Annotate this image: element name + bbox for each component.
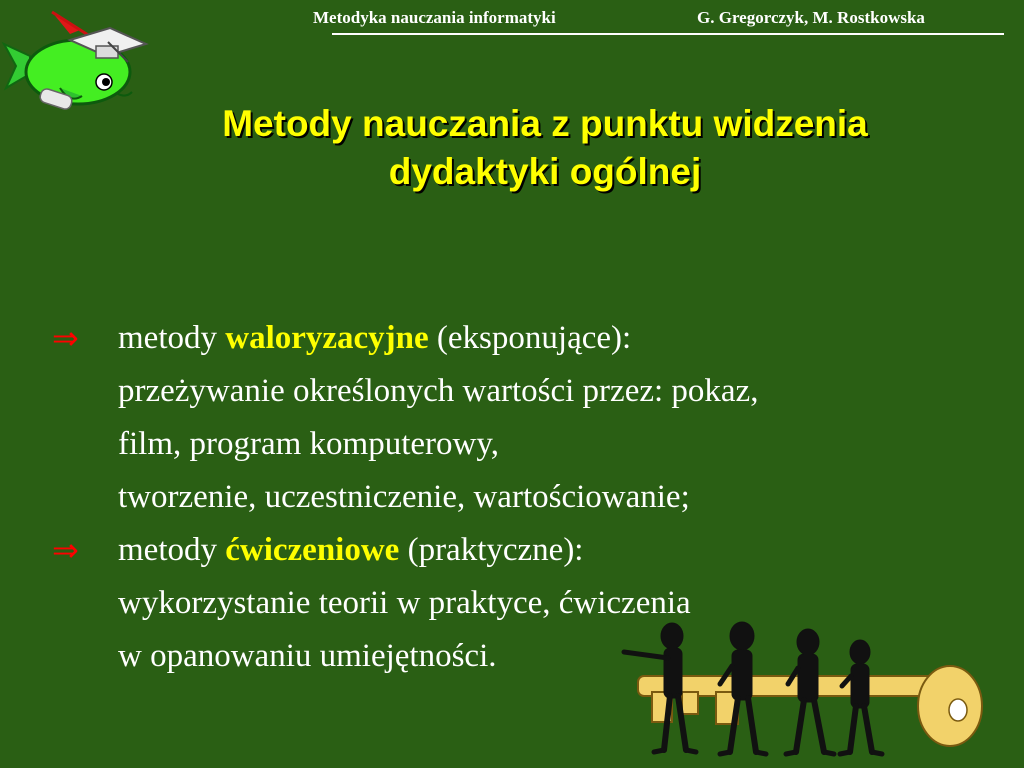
- bullet-line: przeżywanie określonych wartości przez: pokaz,: [118, 373, 759, 409]
- bullet-keyword: ćwiczeniowe: [225, 532, 400, 568]
- bullet-line: wykorzystanie teorii w praktyce, ćwiczenia: [118, 585, 691, 621]
- bullet-line: tworzenie, uczestniczenie, wartościowanie;: [118, 479, 690, 515]
- bullet-prefix: metody: [118, 320, 226, 356]
- bullet-suffix: (praktyczne):: [399, 532, 584, 568]
- list-item: [52, 312, 972, 524]
- course-name: Metodyka nauczania informatyki: [313, 8, 556, 27]
- bullet-line: film, program komputerowy,: [118, 426, 499, 462]
- bullet-prefix: metody: [118, 532, 226, 568]
- title-line-2: dydaktyki ogólnej: [388, 151, 702, 192]
- authors: G. Gregorczyk, M. Rostkowska: [697, 8, 925, 27]
- bullet-keyword: waloryzacyjne: [225, 320, 429, 356]
- header-divider: [332, 33, 1004, 35]
- title-line-1: Metody nauczania z punktu widzenia: [222, 103, 868, 144]
- arrow-icon: ⇒: [52, 319, 79, 357]
- bullet-suffix: (eksponujące):: [428, 320, 632, 356]
- slide-header: [0, 8, 1024, 34]
- people-carrying-key-icon: [620, 618, 1000, 768]
- slide-title: [80, 100, 1010, 196]
- bullet-line: w opanowaniu umiejętności.: [118, 638, 497, 674]
- arrow-icon: ⇒: [52, 531, 79, 569]
